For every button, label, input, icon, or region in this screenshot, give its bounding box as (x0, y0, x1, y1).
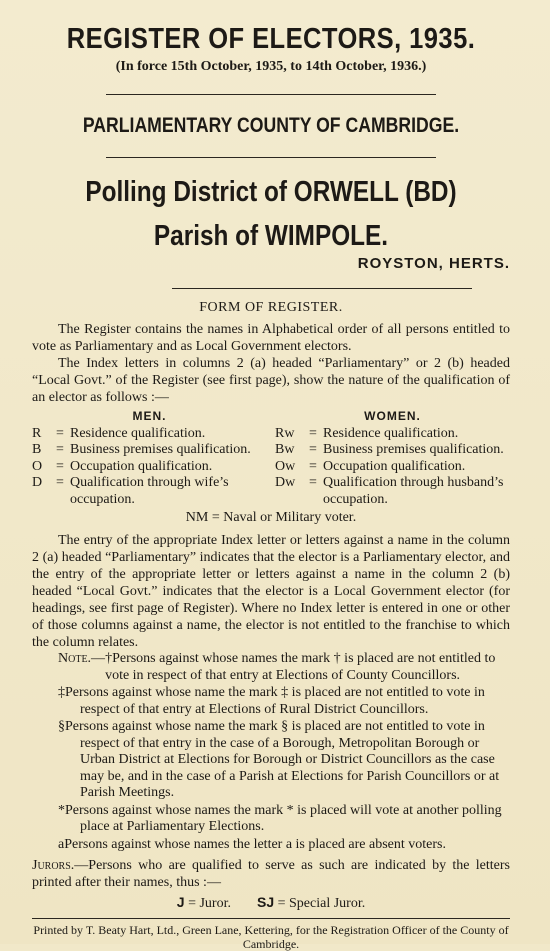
qualification-text: Qualification through wife’s occupation. (70, 475, 229, 507)
equals-sign: = (309, 425, 317, 441)
form-heading: FORM OF REGISTER. (199, 300, 343, 315)
equals-sign: = (56, 425, 64, 441)
note-label: Note.— (58, 651, 106, 666)
index-letter: Dw (275, 475, 296, 490)
qualification-row (275, 442, 510, 459)
footer-divider (32, 918, 510, 919)
index-letter: O (32, 458, 43, 474)
qualification-text: Business premises qualification. (70, 442, 251, 457)
index-letter: B (32, 442, 42, 457)
intro-paragraph: The Register contains the names in Alphabetical order of all persons entitled to vote as Parliamentary and as Local Government electors. (32, 322, 510, 354)
qualification-text: Residence qualification. (323, 425, 459, 441)
note-item: aPersons against whose names the letter a is placed are absent voters. (58, 836, 446, 852)
note-item: *Persons against whose names the mark * is placed will vote at another polling place at Parliamentary Elections. (58, 802, 502, 834)
juror-meaning: = Juror. (188, 896, 231, 911)
equals-sign: = (56, 458, 64, 474)
qualification-text: Qualification through husband’s occupation. (323, 475, 504, 507)
index-letter: Bw (275, 442, 295, 457)
divider (106, 94, 436, 95)
men-column (32, 408, 267, 508)
note-item: §Persons against whose name the mark § is placed are not entitled to vote in respect of that entry in the case of a Borough, Metropolitan Borough or Urban District at Elections for Borough or District Councillors as the case may be, and in the case of a Parish at Elections for Parish Councillors or at Parish Meetings. (58, 719, 500, 800)
index-letter: R (32, 425, 42, 441)
qualification-row (275, 459, 510, 476)
qualification-row (32, 426, 267, 443)
header (32, 22, 510, 76)
entry-paragraph: The entry of the appropriate Index letter or letters against a name in the column 2 (a) headed “Parliamentary” indicates that the elector is a Parliamentary elector, and the entry of the appropriate letter or letters against a name in the column 2 (b) headed “Local Govt.” indicates that the elector is a Local Government elector (for headings, see first page of Register). Where no Index letter is entered in one or other of those columns against a name, the elector is not entitled to the franchise to which the column relates. (32, 533, 510, 650)
qualification-row (32, 442, 267, 459)
qualification-row (275, 426, 510, 443)
equals-sign: = (309, 475, 317, 490)
men-heading: MEN. (132, 409, 167, 423)
equals-sign: = (56, 442, 64, 457)
naval-military-line: NM = Naval or Military voter. (185, 510, 357, 525)
equals-sign: = (309, 442, 317, 457)
divider (172, 288, 472, 289)
index-letter: D (32, 475, 43, 490)
juror-codes (32, 894, 510, 912)
index-letters-paragraph: The Index letters in columns 2 (a) headed “Parliamentary” or 2 (b) headed “Local Govt.” of the Register (see first page), show the nature of the qualification of an elector as follows :— (32, 356, 510, 405)
divider (106, 157, 436, 158)
parish-heading: Parish of WIMPOLE. (153, 220, 389, 252)
qualification-text: Residence qualification. (70, 425, 206, 441)
polling-district-heading: Polling District of ORWELL (BD) (85, 176, 457, 208)
qualification-text: Occupation qualification. (70, 458, 213, 474)
qualification-text: Occupation qualification. (323, 458, 466, 474)
jurors-label: Jurors.— (32, 858, 89, 873)
special-juror-code (257, 894, 365, 912)
county-heading: PARLIAMENTARY COUNTY OF CAMBRIDGE. (82, 114, 460, 137)
qualification-row (275, 475, 510, 508)
index-letter: Ow (275, 458, 296, 474)
equals-sign: = (309, 458, 317, 474)
women-column (267, 408, 510, 508)
qualification-row (32, 475, 267, 508)
jurors-text: Persons who are qualified to serve as such are indicated by the letters printed after their names, thus :— (32, 858, 510, 890)
postal-town: ROYSTON, HERTS. (357, 255, 510, 272)
qualification-text: Business premises qualification. (323, 442, 504, 457)
qualification-columns (32, 408, 510, 508)
note-item: ‡Persons against whose name the mark ‡ is placed are not entitled to vote in respect of that entry at Elections of Rural District Councillors. (58, 685, 485, 717)
validity-period: (In force 15th October, 1935, to 14th October, 1936.) (115, 59, 427, 74)
note-item (58, 651, 510, 684)
page-title: REGISTER OF ELECTORS, 1935. (66, 23, 476, 55)
note-text: †Persons against whose names the mark † is placed are not entitled to vote in respect of that entry at Elections of County Councillors. (105, 651, 496, 683)
juror-letter: J (176, 894, 185, 910)
special-juror-meaning: = Special Juror. (277, 896, 366, 911)
printer-imprint: Printed by T. Beaty Hart, Ltd., Green Lane, Kettering, for the Registration Officer of the County of Cambridge. (33, 923, 509, 951)
juror-code (177, 894, 231, 912)
special-juror-letter: SJ (256, 894, 275, 910)
qualification-row (32, 459, 267, 476)
index-letter: Rw (275, 425, 295, 441)
equals-sign: = (56, 475, 64, 490)
jurors-paragraph (32, 857, 510, 891)
women-heading: WOMEN. (364, 409, 421, 423)
notes-section (58, 651, 510, 853)
